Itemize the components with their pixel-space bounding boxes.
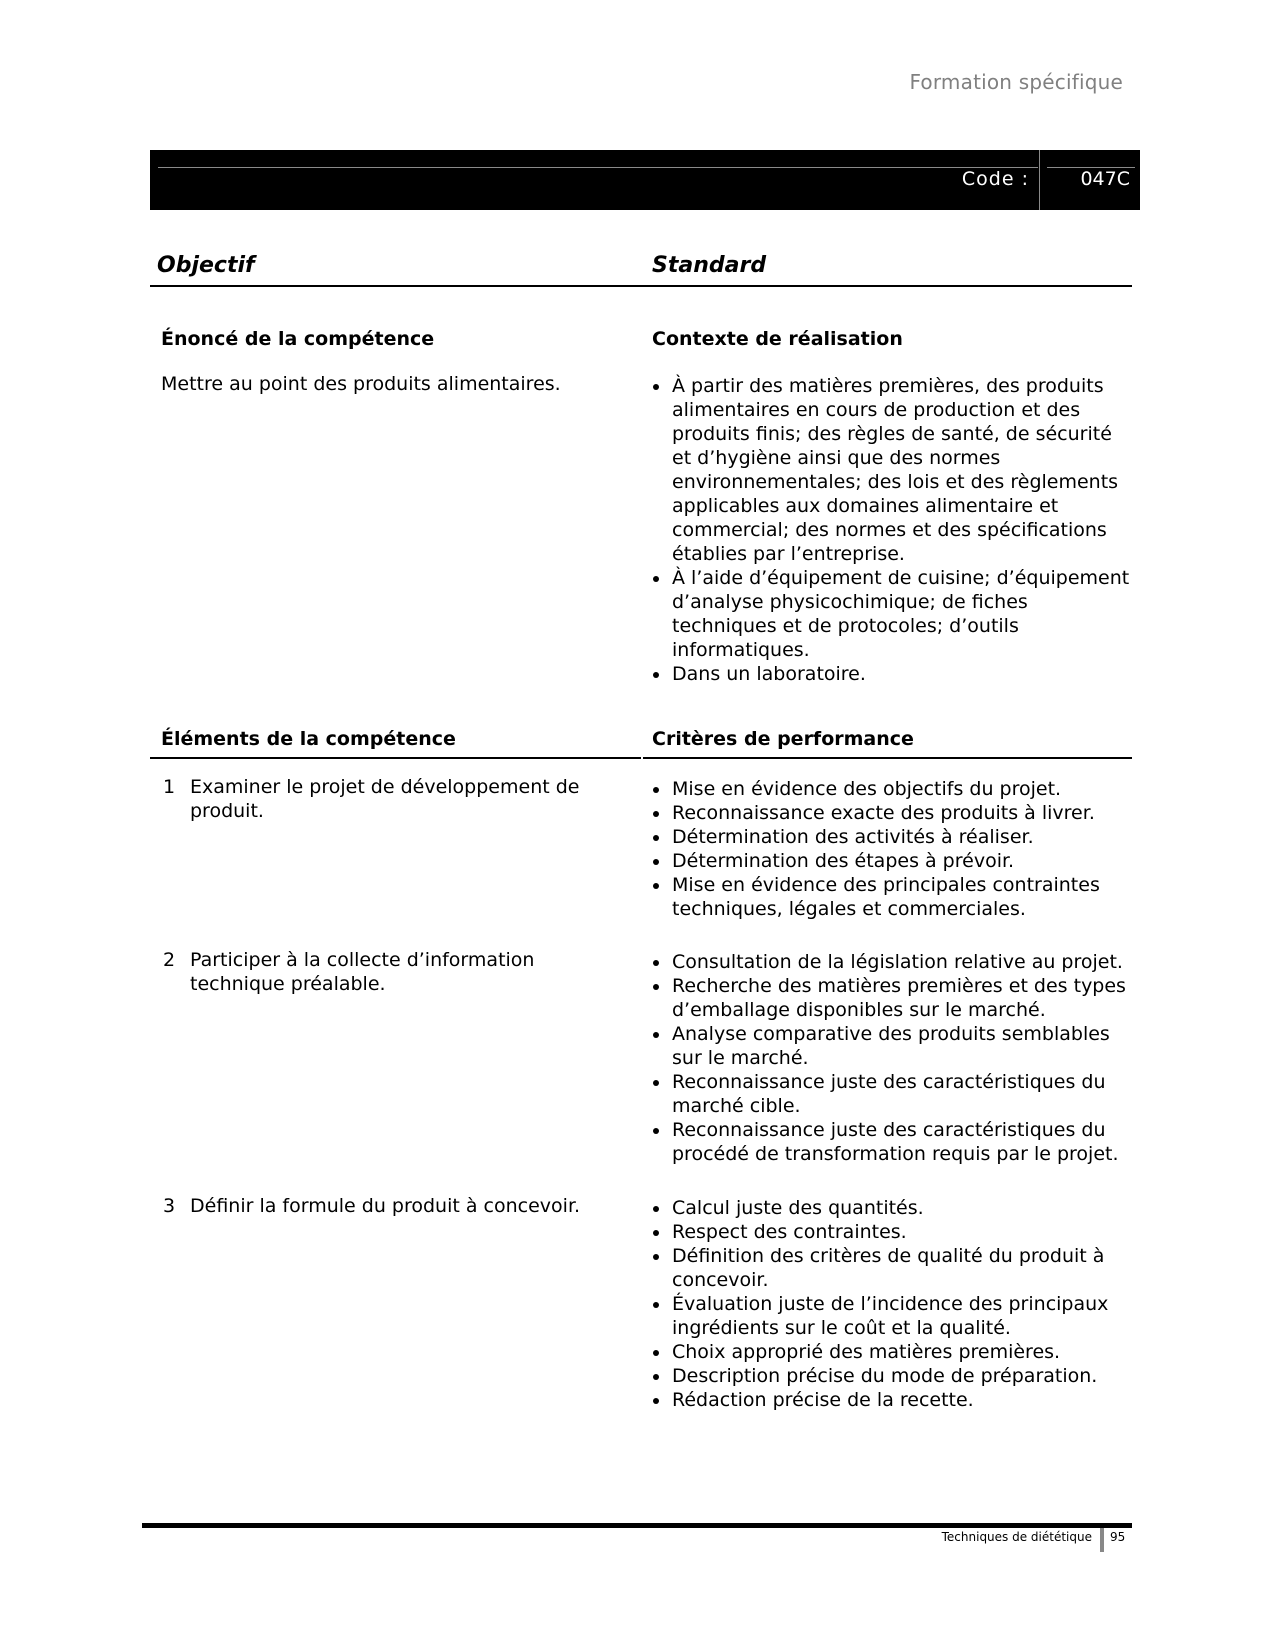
section-title: Formation spécifique xyxy=(909,70,1123,94)
contexte-item: À l’aide d’équipement de cuisine; d’équipement d’analyse physicochimique; de fiches techniques et de protocoles; d’outils informatiques. xyxy=(672,567,1130,661)
heading-underline xyxy=(150,285,1132,287)
element-item xyxy=(161,1194,631,1218)
code-bar xyxy=(150,150,1140,210)
criterion: Consultation de la législation relative au projet. xyxy=(672,951,1123,973)
criterion: Rédaction précise de la recette. xyxy=(672,1389,974,1411)
criteria-list xyxy=(650,777,1130,921)
criteres-underline xyxy=(643,757,1132,759)
element-text: Examiner le projet de développement de produit. xyxy=(190,776,580,822)
code-bar-divider xyxy=(1039,150,1040,210)
objectif-heading: Objectif xyxy=(157,253,255,278)
criterion: Calcul juste des quantités. xyxy=(672,1197,924,1219)
contexte-item: Dans un laboratoire. xyxy=(672,663,866,685)
criterion: Détermination des étapes à prévoir. xyxy=(672,850,1015,872)
code-bar-rule xyxy=(158,167,1038,168)
enonce-text: Mettre au point des produits alimentaires. xyxy=(161,373,561,395)
element-number: 2 xyxy=(163,949,176,971)
contexte-list xyxy=(650,374,1132,686)
code-label: Code : xyxy=(961,168,1029,190)
criterion: Respect des contraintes. xyxy=(672,1221,907,1243)
criterion: Reconnaissance exacte des produits à livrer. xyxy=(672,802,1095,824)
page-number: 95 xyxy=(1110,1530,1126,1544)
element-text: Définir la formule du produit à concevoir. xyxy=(190,1195,581,1217)
code-value: 047C xyxy=(1080,168,1130,190)
criteria-list xyxy=(650,950,1130,1166)
criterion: Mise en évidence des objectifs du projet. xyxy=(672,778,1062,800)
criterion: Évaluation juste de l’incidence des principaux ingrédients sur le coût et la qualité. xyxy=(672,1293,1109,1339)
contexte-item: À partir des matières premières, des produits alimentaires en cours de production et des produits finis; des règles de santé, de sécurité et d’hygiène ainsi que des normes environnementales; des lois et des règlements applicables aux domaines alimentaire et commercial; des normes et des spécifications établies par l’entreprise. xyxy=(672,375,1119,565)
footer-separator xyxy=(1100,1528,1104,1552)
element-text: Participer à la collecte d’information technique préalable. xyxy=(190,949,535,995)
criterion: Description précise du mode de préparation. xyxy=(672,1365,1098,1387)
elements-heading: Éléments de la compétence xyxy=(161,728,456,750)
criteria-list xyxy=(650,1196,1130,1412)
footer-program: Techniques de diététique xyxy=(941,1530,1092,1544)
footer-rule xyxy=(142,1523,1132,1528)
criterion: Définition des critères de qualité du produit à concevoir. xyxy=(672,1245,1105,1291)
criteres-heading: Critères de performance xyxy=(652,728,914,750)
criterion: Reconnaissance juste des caractéristiques du procédé de transformation requis par le projet. xyxy=(672,1119,1119,1165)
criterion: Choix approprié des matières premières. xyxy=(672,1341,1061,1363)
contexte-heading: Contexte de réalisation xyxy=(652,328,903,350)
criterion: Détermination des activités à réaliser. xyxy=(672,826,1034,848)
criterion: Analyse comparative des produits semblables sur le marché. xyxy=(672,1023,1110,1069)
enonce-heading: Énoncé de la compétence xyxy=(161,328,435,350)
element-item xyxy=(161,948,631,996)
element-item xyxy=(161,775,631,823)
element-number: 1 xyxy=(163,776,176,798)
elements-underline xyxy=(150,757,641,759)
criterion: Mise en évidence des principales contraintes techniques, légales et commerciales. xyxy=(672,874,1100,920)
element-number: 3 xyxy=(163,1195,176,1217)
criterion: Recherche des matières premières et des types d’emballage disponibles sur le marché. xyxy=(672,975,1126,1021)
criterion: Reconnaissance juste des caractéristiques du marché cible. xyxy=(672,1071,1106,1117)
standard-heading: Standard xyxy=(652,253,767,278)
